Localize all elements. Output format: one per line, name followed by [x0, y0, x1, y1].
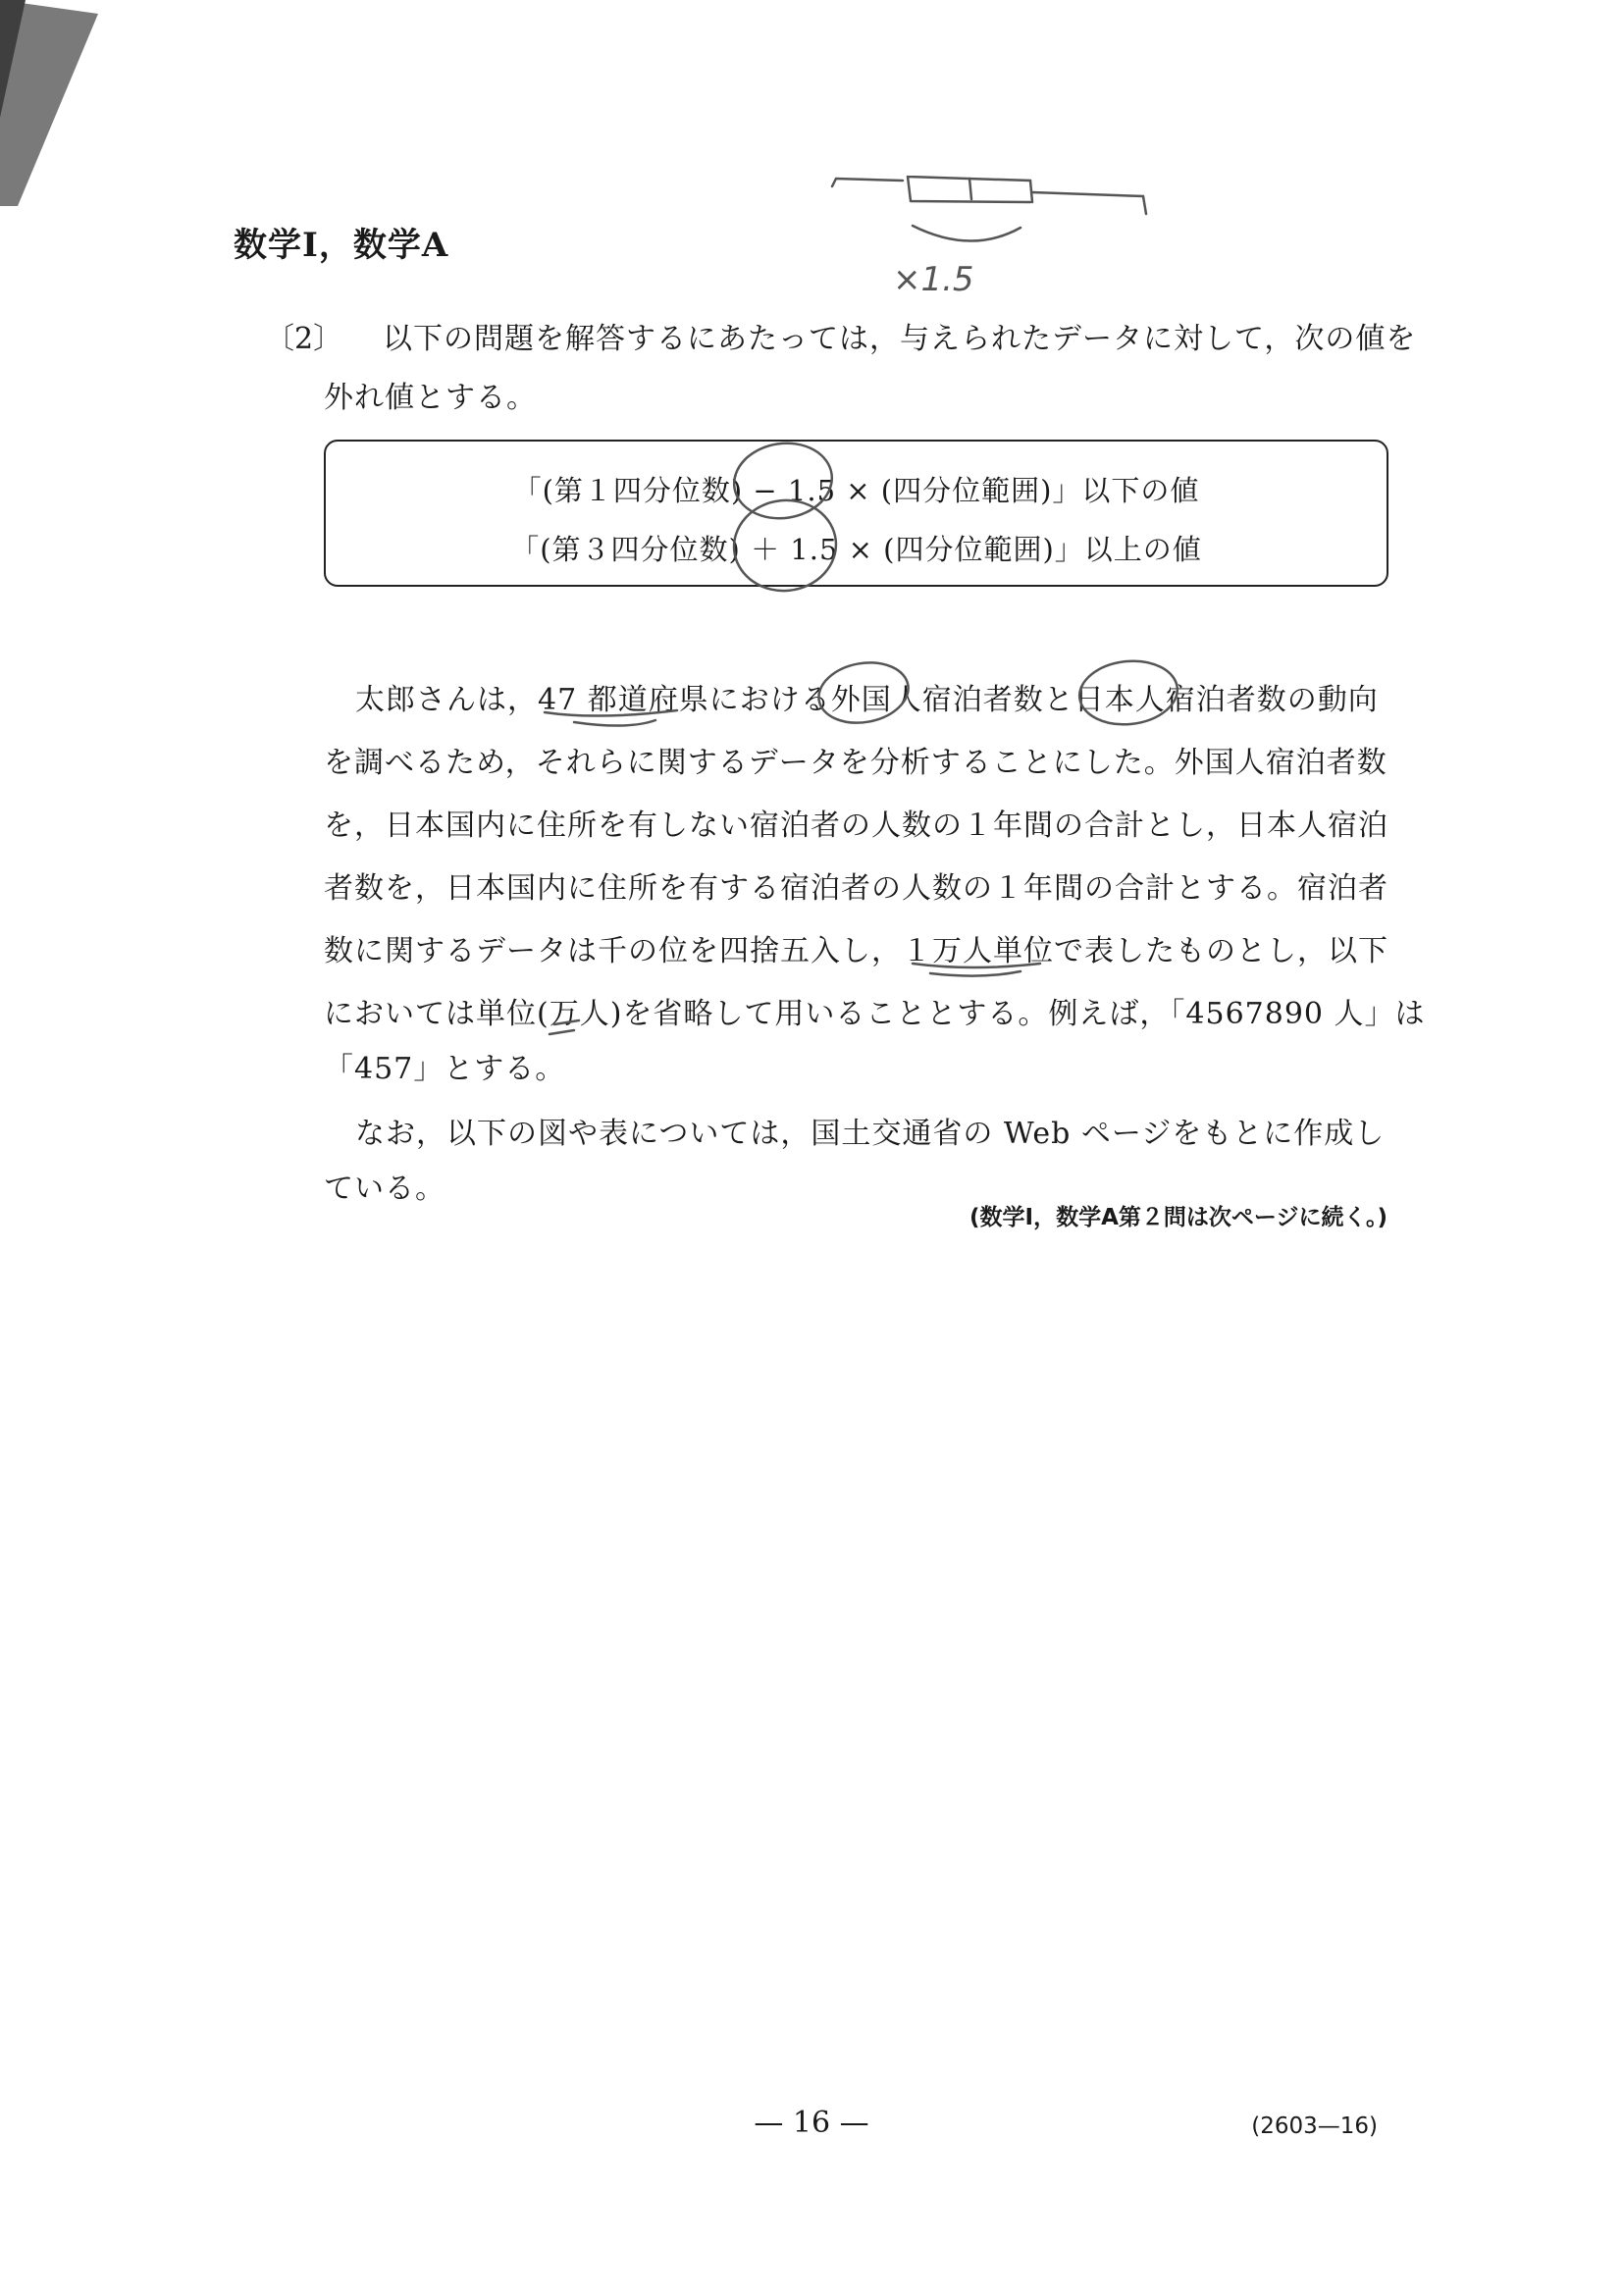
outlier-definition-upper: 「(第３四分位数) ＋ 1.5 × (四分位範囲)」以上の値: [510, 533, 1202, 566]
sketch-whisker-right: [1032, 192, 1146, 214]
underline-unit-10000-2: [930, 971, 1021, 976]
sketch-median: [969, 179, 971, 199]
scan-corner-shadow: [0, 0, 118, 226]
paragraph-2-line-1: なお，以下の図や表については，国土交通省の Web ページをもとに作成し: [355, 1117, 1386, 1151]
paragraph-1-line-3: を，日本国内に住所を有しない宿泊者の人数の１年間の合計とし，日本人宿泊: [324, 809, 1388, 843]
paragraph-1-line-4: 者数を，日本国内に住所を有する宿泊者の人数の１年間の合計とする。宿泊者: [324, 871, 1388, 906]
problem-intro-line-2: 外れ値とする。: [324, 381, 537, 415]
underline-47-prefectures-2: [574, 720, 655, 726]
section-title: 数学Ⅰ，数学A: [234, 226, 449, 265]
outlier-definition-box: [324, 440, 1388, 587]
outlier-definition-lower: 「(第１四分位数) − 1.5 × (四分位範囲)」以下の値: [512, 474, 1200, 507]
page-code: (2603—16): [1251, 2113, 1378, 2139]
problem-intro-line-1: 以下の問題を解答するにあたっては，与えられたデータに対して，次の値を: [383, 322, 1417, 356]
paragraph-1-line-6: においては単位(万人)を省略して用いることとする。例えば，「4567890 人」は: [324, 997, 1426, 1031]
paragraph-1-line-5: 数に関するデータは千の位を四捨五入し，１万人単位で表したものとし，以下: [324, 934, 1388, 968]
sketch-box: [908, 177, 1032, 202]
sketch-whisker-left: [832, 179, 903, 186]
paragraph-2-line-2: ている。: [324, 1172, 445, 1206]
paragraph-1-line-7: 「457」とする。: [324, 1052, 566, 1086]
paragraph-1-line-2: を調べるため，それらに関するデータを分析することにした。外国人宿泊者数: [324, 746, 1387, 780]
problem-number-label: 〔2〕: [265, 322, 343, 356]
page-number: — 16 —: [754, 2106, 869, 2140]
handwritten-multiplier-note: ×1.5: [893, 260, 974, 299]
continued-note: (数学Ⅰ，数学A第２問は次ページに続く。): [969, 1205, 1387, 1230]
paragraph-1-line-1: 太郎さんは，47 都道府県における外国人宿泊者数と日本人宿泊者数の動向: [355, 683, 1379, 717]
sketch-brace: [913, 226, 1021, 241]
